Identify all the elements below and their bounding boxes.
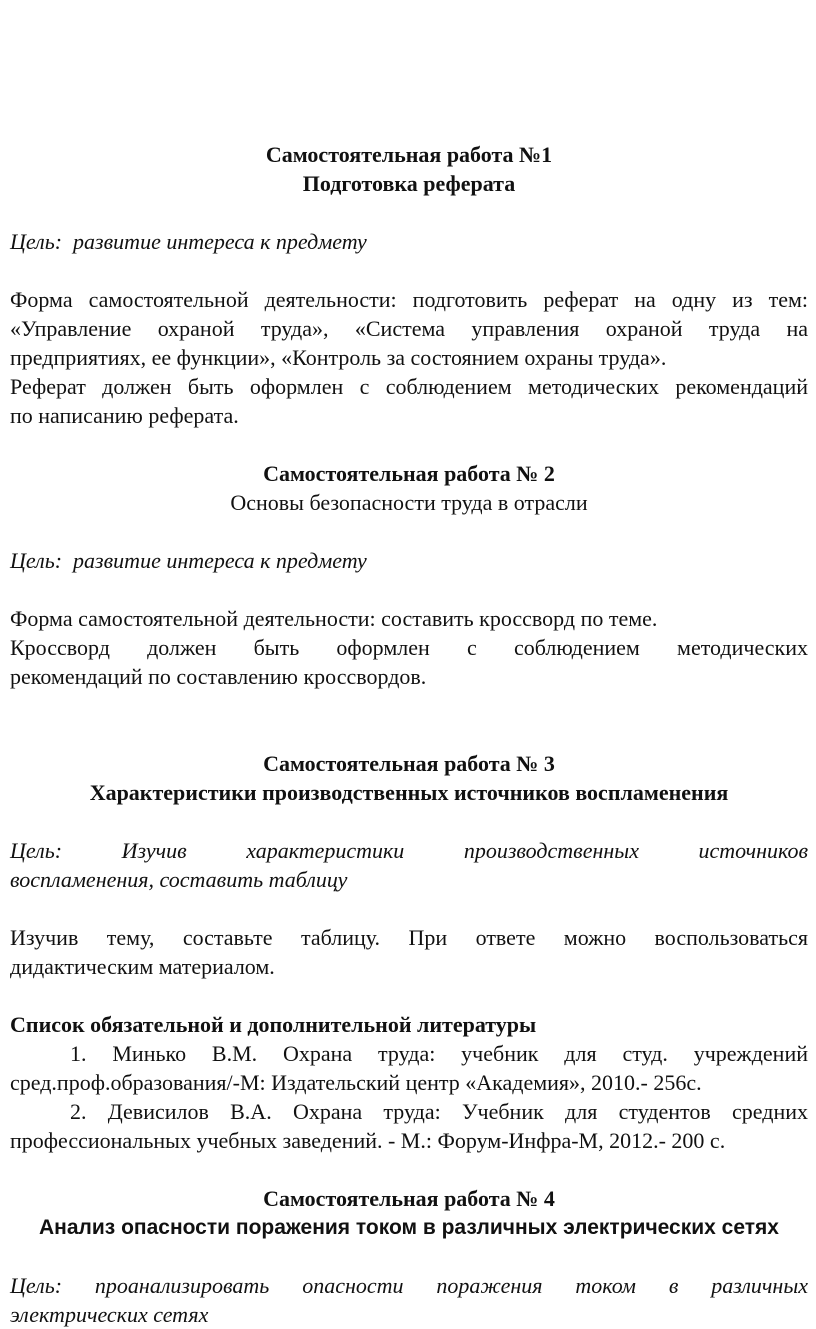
work2-form-line3: рекомендаций по составлению кроссвордов.	[10, 664, 427, 689]
work4-goal-line1: Цель: проанализировать опасности поражения током в различных	[10, 1273, 808, 1298]
work2-goal-text: развитие интереса к предмету	[73, 548, 367, 573]
work3-task-line1: Изучив тему, составьте таблицу. При ответе можно воспользоваться	[10, 925, 808, 950]
work2-goal-label: Цель:	[10, 548, 63, 573]
work4-goal-line2: электрических сетях	[10, 1302, 209, 1327]
literature-item2-line1: 2. Девисилов В.А. Охрана труда: Учебник для студентов средних	[70, 1099, 808, 1124]
literature-item1-line1: 1. Минько В.М. Охрана труда: учебник для студ. учреждений	[70, 1041, 808, 1066]
work2-goal	[10, 546, 808, 575]
work1-form-line3: предприятиях, ее функции», «Контроль за состоянием охраны труда».	[10, 345, 667, 370]
work3-title: Самостоятельная работа № 3	[263, 751, 555, 776]
work1-goal	[10, 227, 808, 256]
work2-form-line1: Форма самостоятельной деятельности: составить кроссворд по теме.	[10, 606, 658, 631]
work1-subtitle: Подготовка реферата	[302, 171, 516, 196]
work3-subtitle: Характеристики производственных источников воспламенения	[89, 780, 729, 805]
work2-form-line2: Кроссворд должен быть оформлен с соблюдением методических	[10, 635, 808, 660]
work3-goal-line2: воспламенения, составить таблицу	[10, 867, 348, 892]
work3-task-line2: дидактическим материалом.	[10, 954, 275, 979]
literature-heading: Список обязательной и дополнительной литературы	[10, 1012, 537, 1037]
work3-goal-line1: Цель: Изучив характеристики производственных источников	[10, 838, 808, 863]
work4-title: Самостоятельная работа № 4	[263, 1186, 555, 1211]
work1-title: Самостоятельная работа №1	[265, 142, 553, 167]
work1-form-line4: Реферат должен быть оформлен с соблюдением методических рекомендаций	[10, 374, 808, 399]
document-page	[10, 140, 808, 1329]
work1-goal-label: Цель:	[10, 229, 63, 254]
literature-item1-line2: сред.проф.образования/-М: Издательский центр «Академия», 2010.- 256с.	[10, 1070, 702, 1095]
work4-subtitle: Анализ опасности поражения током в различных электрических сетях	[39, 1216, 779, 1239]
literature-item2-line2: профессиональных учебных заведений. - М.: Форум-Инфра-М, 2012.- 200 с.	[10, 1128, 726, 1153]
work1-form-line5: по написанию реферата.	[10, 403, 239, 428]
work1-goal-text: развитие интереса к предмету	[73, 229, 367, 254]
work2-title: Самостоятельная работа № 2	[263, 461, 555, 486]
work1-form-line2: «Управление охраной труда», «Система управления охраной труда на	[10, 316, 808, 341]
work1-form-line1: Форма самостоятельной деятельности: подготовить реферат на одну из тем:	[10, 287, 808, 312]
work2-subtitle: Основы безопасности труда в отрасли	[230, 490, 588, 515]
